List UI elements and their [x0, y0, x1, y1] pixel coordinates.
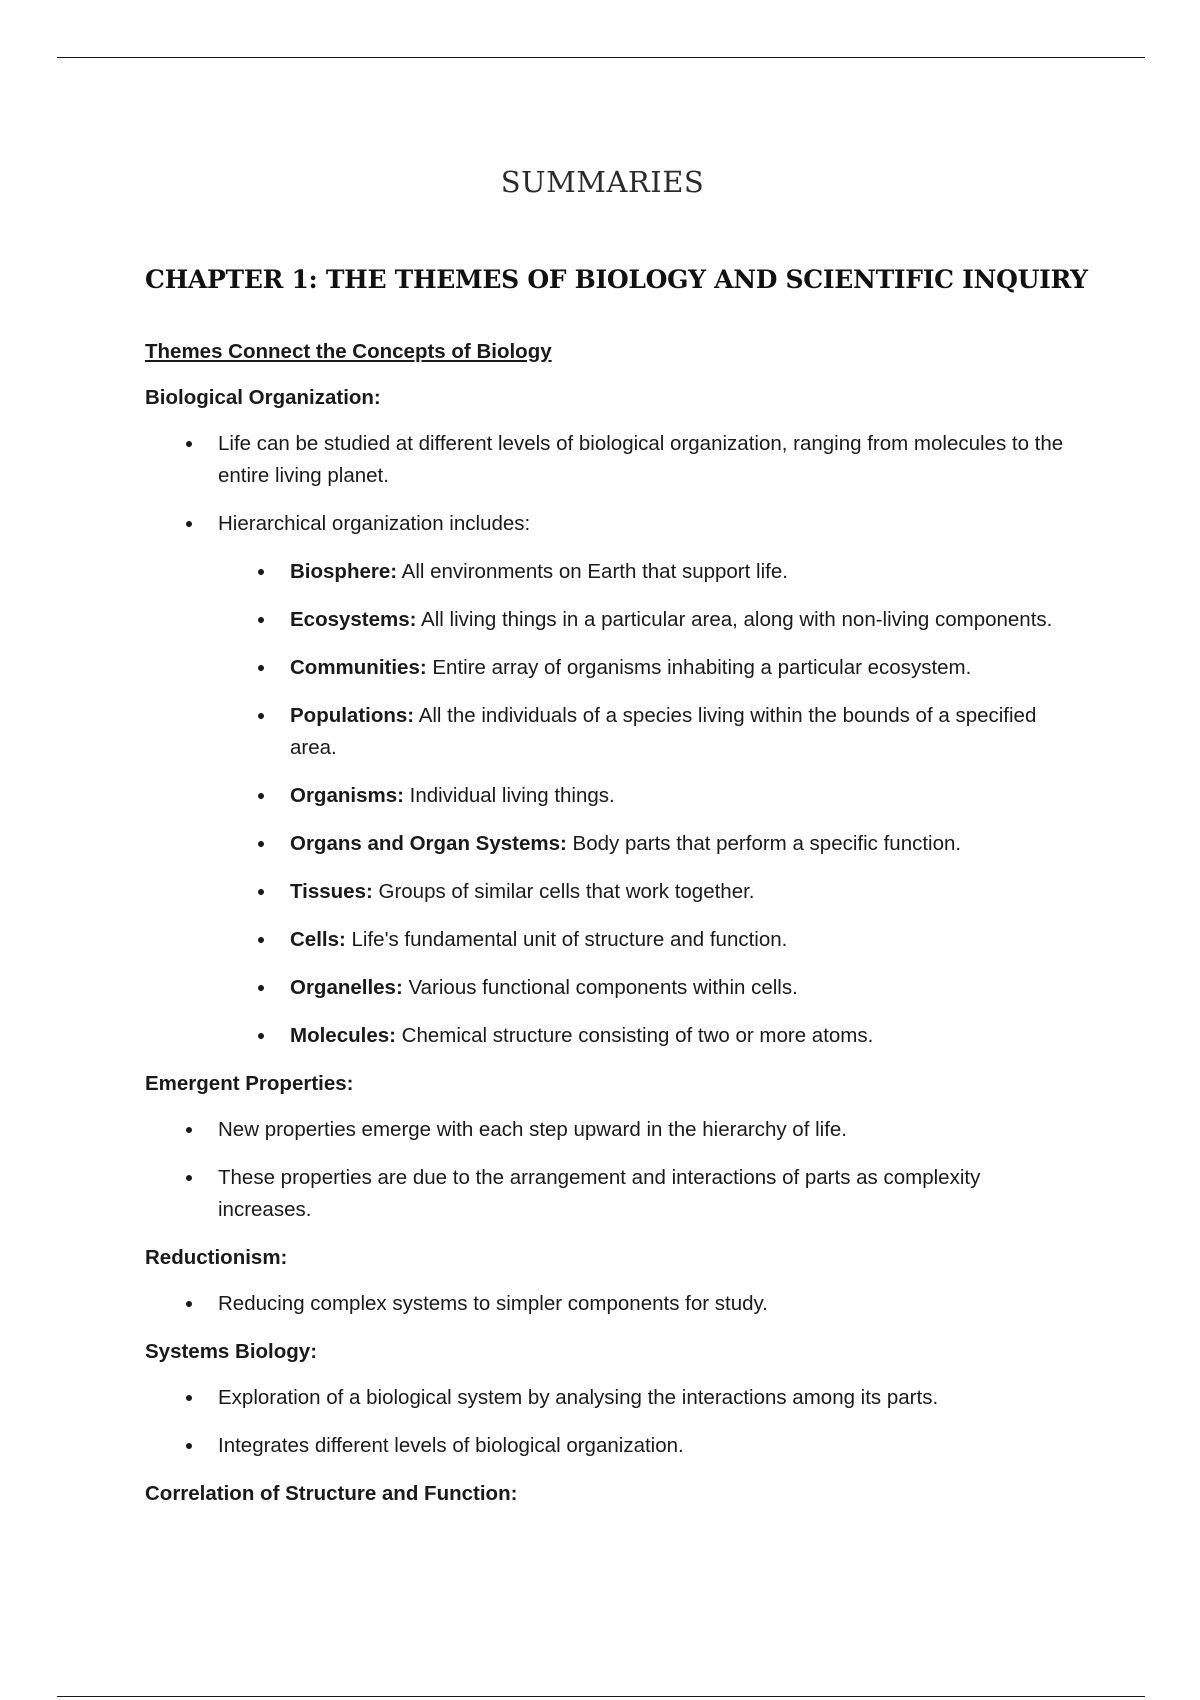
hierarchy-description: Life's fundamental unit of structure and function. [345, 928, 788, 951]
hierarchy-term: Organs and Organ Systems: [290, 832, 567, 855]
biological-organization-heading: Biological Organization: [145, 386, 381, 409]
hierarchy-description: All environments on Earth that support life. [397, 560, 788, 583]
list-item: Life can be studied at different levels of biological organization, ranging from molecules to the entire living planet. [145, 428, 1075, 492]
list-item: Exploration of a biological system by analysing the interactions among its parts. [145, 1382, 1075, 1414]
list-item-text: Hierarchical organization includes: [218, 512, 531, 535]
hierarchy-level-item [145, 1020, 1075, 1052]
document-body [145, 336, 1075, 1524]
hierarchy-level-item [145, 828, 1075, 860]
structure-function-heading: Correlation of Structure and Function: [145, 1482, 518, 1505]
hierarchy-term: Cells: [290, 928, 346, 951]
systems-biology-heading: Systems Biology: [145, 1340, 318, 1363]
hierarchy-description: Individual living things. [403, 784, 615, 807]
hierarchy-levels-list [218, 556, 1075, 1052]
chapter-title: CHAPTER 1: THE THEMES OF BIOLOGY AND SCIENTIFIC INQUIRY [145, 264, 1088, 294]
page-title: SUMMARIES [500, 165, 705, 200]
hierarchy-description: All the individuals of a species living within the bounds of a specified area. [290, 704, 1037, 759]
hierarchy-term: Ecosystems: [290, 608, 417, 631]
hierarchy-description: Groups of similar cells that work together. [372, 880, 755, 903]
section-heading: Themes Connect the Concepts of Biology [145, 340, 552, 363]
hierarchy-level-item [145, 876, 1075, 908]
hierarchy-description: All living things in a particular area, along with non-living components. [416, 608, 1053, 631]
emergent-properties-list [145, 1114, 1075, 1226]
hierarchy-term: Organisms: [290, 784, 404, 807]
list-item [145, 508, 1075, 1052]
hierarchy-description: Entire array of organisms inhabiting a particular ecosystem. [426, 656, 972, 679]
hierarchy-term: Biosphere: [290, 560, 398, 583]
hierarchy-level-item [145, 556, 1075, 588]
hierarchy-term: Tissues: [290, 880, 373, 903]
hierarchy-level-item [145, 924, 1075, 956]
hierarchy-term: Communities: [290, 656, 427, 679]
hierarchy-description: Chemical structure consisting of two or more atoms. [395, 1024, 874, 1047]
reductionism-heading: Reductionism: [145, 1246, 288, 1269]
list-item: Reducing complex systems to simpler components for study. [145, 1288, 1075, 1320]
hierarchy-level-item [145, 604, 1075, 636]
hierarchy-term: Populations: [290, 704, 415, 727]
reductionism-list [145, 1288, 1075, 1320]
hierarchy-term: Organelles: [290, 976, 403, 999]
hierarchy-description: Various functional components within cells. [402, 976, 798, 999]
hierarchy-term: Molecules: [290, 1024, 396, 1047]
list-item: These properties are due to the arrangement and interactions of parts as complexity increases. [145, 1162, 1075, 1226]
hierarchy-level-item [145, 652, 1075, 684]
hierarchy-level-item [145, 972, 1075, 1004]
top-rule [57, 57, 1145, 58]
list-item: New properties emerge with each step upward in the hierarchy of life. [145, 1114, 1075, 1146]
hierarchy-description: Body parts that perform a specific function. [566, 832, 962, 855]
hierarchy-level-item [145, 780, 1075, 812]
list-item: Integrates different levels of biological organization. [145, 1430, 1075, 1462]
systems-biology-list [145, 1382, 1075, 1462]
emergent-properties-heading: Emergent Properties: [145, 1072, 354, 1095]
hierarchy-level-item [145, 700, 1075, 764]
bottom-rule [57, 1696, 1145, 1697]
biological-organization-list [145, 428, 1075, 1052]
